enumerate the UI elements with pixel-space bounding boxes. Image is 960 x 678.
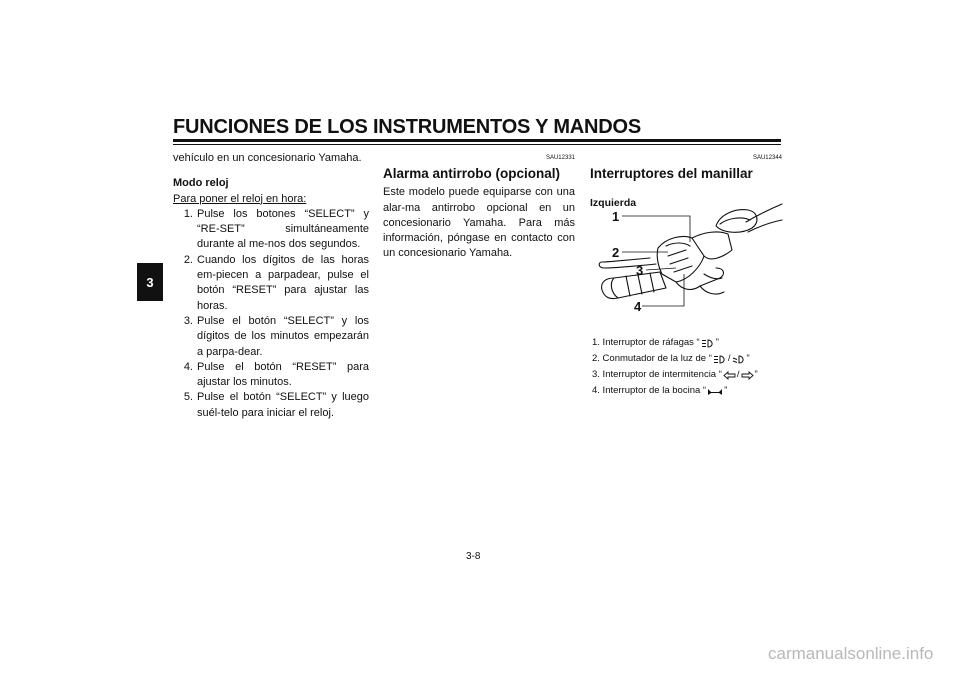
list-item: [173, 314, 369, 360]
column-clock: [173, 151, 369, 421]
chapter-tab: 3: [137, 263, 163, 301]
title-rule-thin: [173, 144, 781, 145]
legend-text: ”: [715, 337, 719, 348]
step-text: Pulse el botón “RESET” para ajustar los minutos.: [197, 360, 369, 389]
list-item: [592, 335, 792, 351]
page-title: FUNCIONES DE LOS INSTRUMENTOS Y MANDOS: [173, 116, 642, 138]
legend-separator: /: [736, 369, 740, 380]
list-item: [173, 207, 369, 253]
horn-icon: [707, 387, 723, 396]
legend-text: 4. Interruptor de la bocina “: [592, 385, 707, 396]
figure-label-3: 3: [636, 263, 644, 278]
high-beam-icon: [701, 339, 715, 348]
high-beam-icon: [713, 355, 727, 364]
left-side-label: Izquierda: [590, 197, 637, 210]
title-rule: [173, 139, 781, 142]
legend-text: ”: [724, 385, 728, 396]
legend-text: ”: [746, 353, 750, 364]
handlebar-heading: Interruptores del manillar: [590, 166, 753, 182]
figure-label-2: 2: [612, 245, 620, 260]
step-number: 1.: [183, 207, 193, 220]
list-item: [592, 367, 792, 383]
figure-legend: [592, 335, 792, 399]
low-beam-icon: [732, 355, 746, 364]
clock-heading: Modo reloj: [173, 177, 229, 190]
list-item: [592, 351, 792, 367]
handlebar-illustration: [596, 198, 784, 326]
legend-text: 1. Interruptor de ráfagas “: [592, 337, 700, 348]
list-item: [173, 360, 369, 391]
page-number: 3-8: [466, 551, 481, 562]
list-item: [173, 390, 369, 421]
step-number: 5.: [183, 391, 193, 404]
legend-text: ”: [754, 369, 758, 380]
figure-label-1: 1: [612, 209, 620, 224]
alarm-body: Este modelo puede equiparse con una alar-ma antirrobo opcional en un concesionario Yamaha. Para más información, póngase en contacto con un concesionario Yamaha.: [383, 186, 575, 260]
list-item: [173, 253, 369, 314]
step-text: Pulse los botones “SELECT” y “RE-SET” simultáneamente durante al me-nos dos segundos.: [197, 207, 369, 251]
list-item: [592, 383, 792, 399]
step-number: 2.: [183, 253, 193, 266]
figure-label-4: 4: [634, 299, 642, 314]
clock-subheading: Para poner el reloj en hora:: [173, 192, 307, 205]
step-text: Pulse el botón “SELECT” y luego suél-telo para iniciar el reloj.: [197, 391, 369, 419]
step-number: 3.: [183, 314, 193, 327]
step-text: Pulse el botón “SELECT” y los dígitos de los minutos empezarán a parpa-dear.: [197, 314, 369, 358]
continuation-text: vehículo en un concesionario Yamaha.: [173, 152, 362, 164]
alarm-heading: Alarma antirrobo (opcional): [383, 166, 561, 182]
legend-separator: /: [727, 353, 731, 364]
legend-text: 2. Conmutador de la luz de “: [592, 353, 712, 364]
section-code: SAU12331: [545, 155, 575, 161]
clock-steps: [173, 207, 369, 421]
section-code: SAU12344: [752, 155, 782, 161]
legend-text: 3. Interruptor de intermitencia “: [592, 369, 722, 380]
step-number: 4.: [183, 360, 193, 373]
watermark: carmanualsonline.info: [768, 644, 934, 663]
column-alarm: [383, 151, 575, 262]
step-text: Cuando los dígitos de las horas em-piecen a parpadear, pulse el botón “RESET” para ajustar las horas.: [197, 253, 369, 312]
turn-left-icon: [723, 371, 736, 380]
turn-right-icon: [741, 371, 754, 380]
